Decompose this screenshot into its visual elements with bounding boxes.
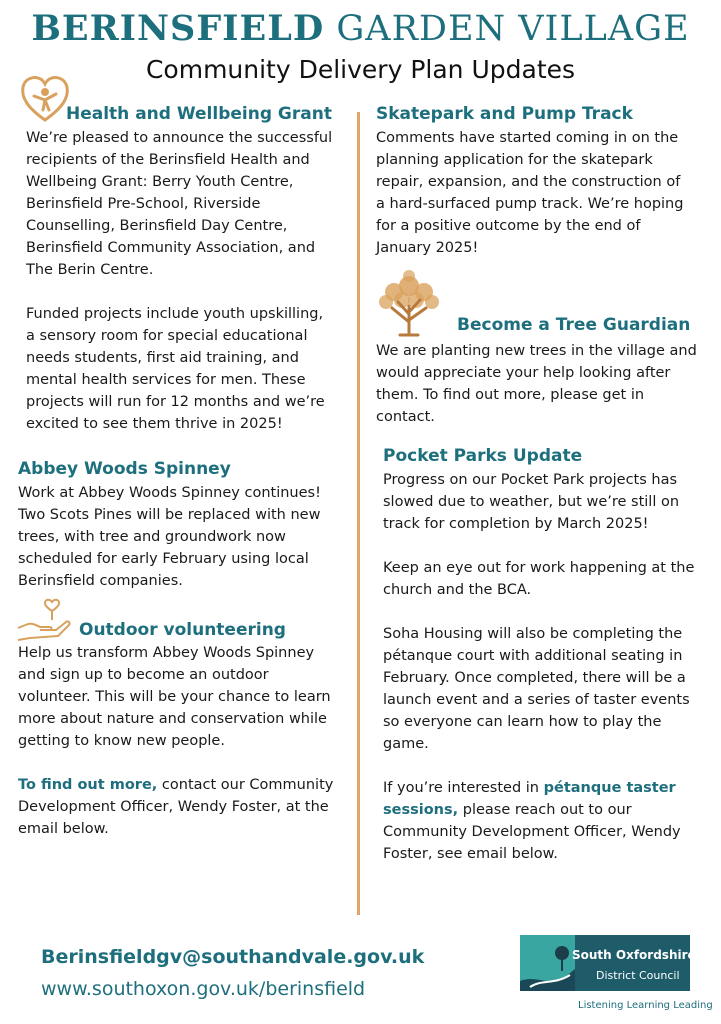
column-divider [357, 112, 360, 915]
skatepark-heading: Skatepark and Pump Track [376, 104, 633, 124]
tree-paragraph: We are planting new trees in the village and would appreciate your help looking after them. To find out more, please get in contact. [376, 343, 697, 425]
health-paragraph-2: Funded projects include youth upskilling, a sensory room for special educational needs students, first aid training, and mental health services for men. These projects will run for 12 months and we’re excited to see them thrive in 2025! [26, 306, 325, 432]
hand-heart-icon [16, 598, 72, 642]
health-heading: Health and Wellbeing Grant [66, 104, 332, 124]
pocket-heading: Pocket Parks Update [383, 446, 583, 466]
petanque-link-1: pétanque taster [543, 780, 676, 796]
council-logo [520, 935, 690, 995]
contact-email[interactable]: Berinsfieldgv@southandvale.gov.uk [41, 946, 425, 968]
council-tagline: Listening Learning Leading [578, 1000, 713, 1011]
pocket-paragraph-4: If you’re interested in pétanque taster sessions, please reach out to our Community Development Officer, Wendy Foster, see email below. [383, 780, 681, 862]
volunteer-heading: Outdoor volunteering [79, 620, 286, 640]
volunteer-paragraph: Help us transform Abbey Woods Spinney and sign up to become an outdoor volunteer. This will be your chance to learn more about nature and conservation while getting to know new people. [18, 645, 331, 749]
page-subtitle: Community Delivery Plan Updates [145, 55, 576, 84]
tree-icon [374, 268, 444, 338]
health-paragraph-1: We’re pleased to announce the successful recipients of the Berinsfield Health and Wellbeing Grant: Berry Youth Centre, Berinsfield Pre-School, Riverside Counselling, Berinsfield Day Centre, Berinsfield Community Association, and The Berin Centre. [26, 130, 333, 278]
page-title [0, 8, 721, 49]
tree-heading: Become a Tree Guardian [457, 315, 691, 335]
website-link[interactable]: www.southoxon.gov.uk/berinsfield [41, 978, 366, 1000]
pocket-paragraph-1: Progress on our Pocket Park projects has slowed due to weather, but we’re still on track for completion by March 2025! [383, 472, 680, 532]
skatepark-paragraph: Comments have started coming in on the planning application for the skatepark repair, expansion, and the construction of a hard-surfaced pump track. We’re hoping for a positive outcome by the end of January 2025! [376, 130, 684, 256]
find-out-more-link: To find out more, [18, 777, 158, 793]
logo-name-line2: District Council [596, 969, 680, 982]
logo-name-line1: South Oxfordshire [572, 948, 696, 962]
abbey-heading: Abbey Woods Spinney [18, 459, 231, 479]
pocket-paragraph-2: Keep an eye out for work happening at the church and the BCA. [383, 560, 695, 598]
petanque-link-2: sessions, [383, 802, 459, 818]
volunteer-contact: To find out more, contact our Community Development Officer, Wendy Foster, at the email below. [18, 777, 334, 837]
pocket-paragraph-3: Soha Housing will also be completing the pétanque court with additional seating in February. Once completed, there will be a launch event and a series of taster events so everyone can learn how to play the game. [383, 626, 690, 752]
title-bold: BERINSFIELD [31, 8, 325, 49]
title-rest: GARDEN VILLAGE [336, 9, 690, 49]
abbey-paragraph: Work at Abbey Woods Spinney continues! Two Scots Pines will be replaced with new trees, with tree and groundwork now scheduled for early February using local Berinsfield companies. [18, 485, 321, 589]
heart-person-icon [18, 70, 72, 126]
